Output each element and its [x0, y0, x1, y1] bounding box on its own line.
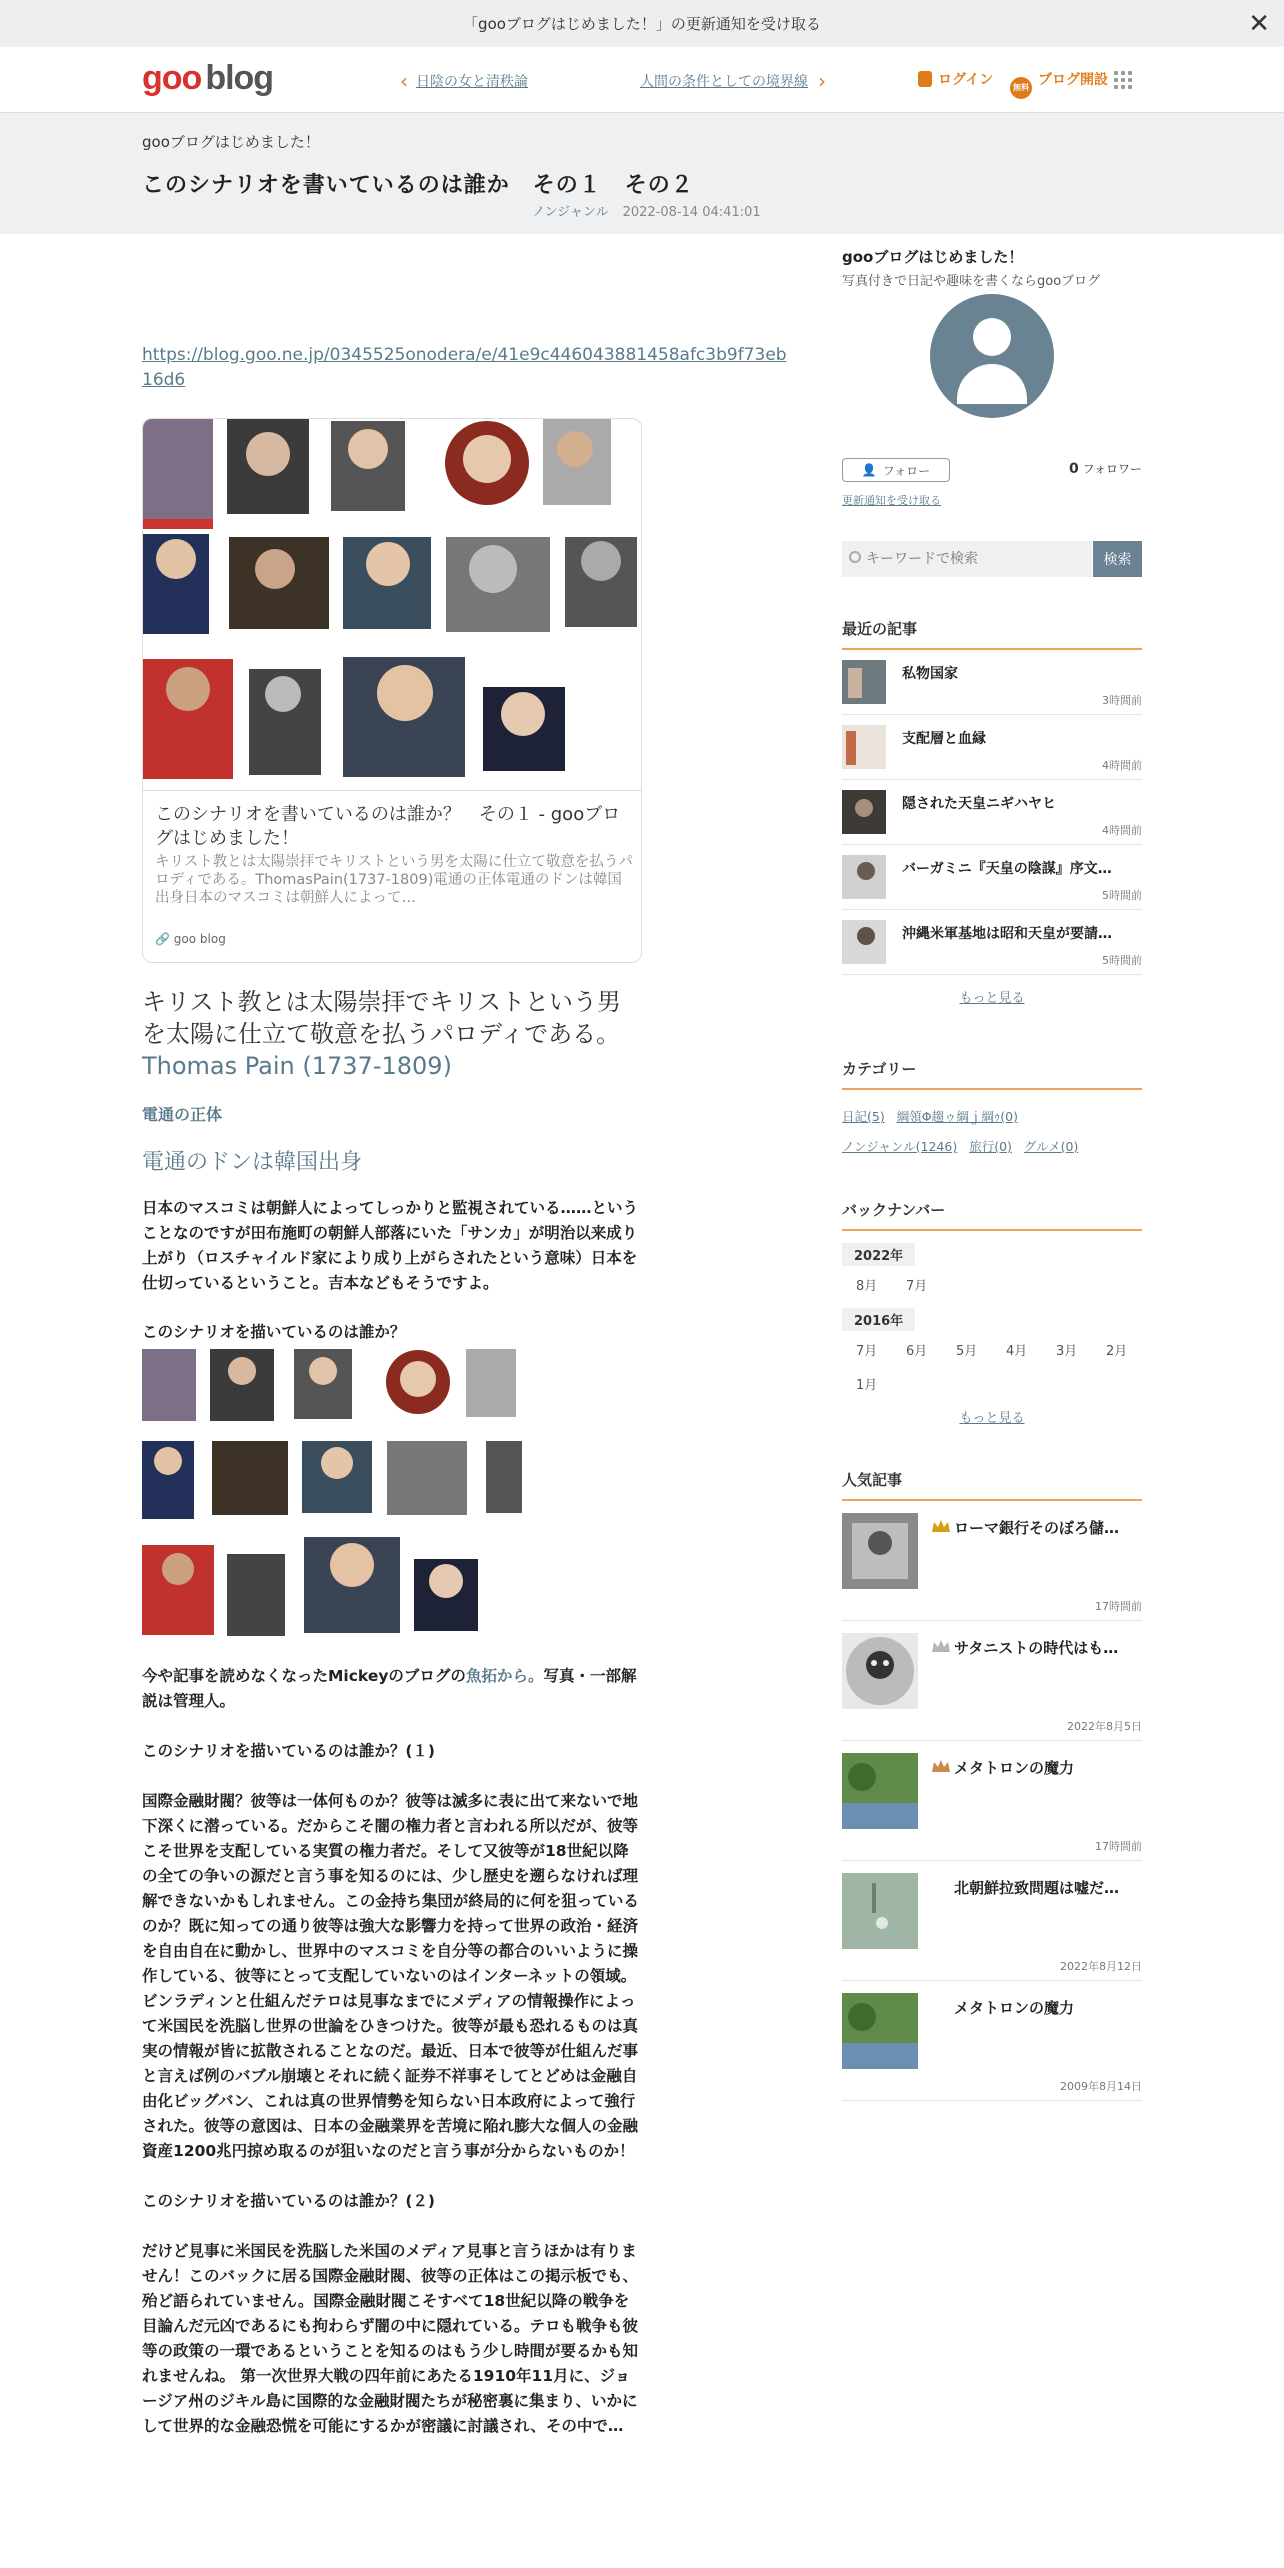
month-list: [842, 1335, 1142, 1403]
recent-more-link[interactable]: もっと見る: [959, 991, 1025, 1006]
card-description: キリスト教とは太陽崇拝でキリストという男を太陽に仕立て敬意を払うパロディである。ThomasPain(1737-1809)電通の正体電通のドンは韓国出身日本のマスコミは朝鮮人によって…: [155, 854, 633, 906]
recent-article-time: 4時間前: [1102, 759, 1142, 772]
link-preview-card[interactable]: [142, 418, 642, 963]
article-thumbnail: [842, 1513, 918, 1589]
popular-articles: [842, 1469, 1142, 2101]
blog-open-label: ブログ開設: [1038, 72, 1108, 88]
card-source: [155, 932, 226, 946]
portrait-collage-image: [143, 419, 642, 791]
article-paragraph: [142, 1664, 642, 1714]
crown-icon: [932, 1760, 950, 1772]
portrait-gallery-image: [142, 1349, 522, 1644]
close-icon[interactable]: ✕: [1248, 9, 1270, 39]
recent-article-title: バーガミニ『天皇の陰謀』序文…: [902, 861, 1112, 877]
recent-articles: [842, 618, 1142, 1006]
popular-article-title: サタニストの時代はも…: [954, 1639, 1119, 1657]
article-paragraph: このシナリオを描いているのは誰か？(１): [142, 1742, 436, 1760]
month-link[interactable]: 8月: [856, 1279, 878, 1294]
para3-post: 写真・一部解説は管理人。: [142, 1667, 637, 1710]
month-link[interactable]: 7月: [906, 1279, 928, 1294]
next-article-link[interactable]: [640, 69, 826, 93]
article-thumbnail: [842, 790, 886, 834]
list-item[interactable]: [842, 1861, 1142, 1981]
year-label: 2016年: [842, 1308, 915, 1331]
logo-goo: goo: [142, 59, 202, 97]
apps-grid-icon[interactable]: [1114, 71, 1132, 89]
popular-article-date: 2022年8月5日: [1067, 1720, 1142, 1733]
follower-label: フォロワー: [1082, 462, 1142, 476]
recent-article-title: 沖縄米軍基地は昭和天皇が要請…: [902, 926, 1112, 942]
year-label: 2022年: [842, 1243, 915, 1266]
article-body: [142, 986, 642, 2439]
free-badge-icon: 無料: [1010, 77, 1032, 99]
category-list: [842, 1102, 1142, 1162]
article-thumbnail: [842, 1993, 918, 2069]
popular-articles-title: 人気記事: [842, 1469, 1142, 1501]
search-input[interactable]: [842, 541, 1092, 577]
recent-article-time: 3時間前: [1102, 694, 1142, 707]
chevron-left-icon: ‹: [400, 69, 408, 93]
list-item[interactable]: [842, 845, 1142, 910]
search-button[interactable]: 検索: [1093, 541, 1142, 577]
lock-icon: [918, 71, 932, 87]
list-item[interactable]: [842, 650, 1142, 715]
month-link[interactable]: 6月: [906, 1344, 928, 1359]
search-icon: [849, 551, 861, 563]
article-thumbnail: [842, 855, 886, 899]
article-portrait-gallery: [142, 1349, 522, 1644]
next-article-label: 人間の条件としての境界線: [640, 74, 808, 90]
article-thumbnail: [842, 1633, 918, 1709]
category-item[interactable]: 綱領Φ趨ゥ綱ｊ綱ｩ(0): [896, 1109, 1019, 1124]
para3-pre: 今や記事を読めなくなったMickeyのブログの: [142, 1667, 466, 1685]
card-title[interactable]: このシナリオを書いているのは誰か？ その１ - gooブログはじめました！: [155, 804, 621, 849]
post-meta: [532, 201, 761, 220]
recent-article-time: 4時間前: [1102, 824, 1142, 837]
category-section: [842, 1058, 1142, 1162]
list-item[interactable]: [842, 1501, 1142, 1621]
article-paragraph: このシナリオを描いているのは誰か？(２): [142, 2192, 436, 2210]
chevron-right-icon: ›: [818, 69, 826, 93]
backnumber-title: バックナンバー: [842, 1199, 1142, 1231]
sidebar-blog-name[interactable]: gooブログはじめました！: [842, 248, 1024, 266]
popular-article-title: メタトロンの魔力: [954, 1759, 1075, 1777]
article-thumbnail: [842, 725, 886, 769]
month-link[interactable]: 2月: [1106, 1344, 1128, 1359]
article-paragraph: このシナリオを描いているのは誰か？: [142, 1323, 406, 1341]
dentsu-don-link[interactable]: 電通のドンは韓国出身: [142, 1150, 363, 1175]
crown-icon: [932, 1520, 950, 1532]
month-link[interactable]: 7月: [856, 1344, 878, 1359]
list-item[interactable]: [842, 910, 1142, 975]
avatar[interactable]: [930, 294, 1054, 418]
popular-article-date: 17時間前: [1095, 1840, 1142, 1853]
recent-article-time: 5時間前: [1102, 889, 1142, 902]
category-item[interactable]: ノンジャンル(1246): [842, 1139, 958, 1154]
follow-button[interactable]: [842, 458, 950, 482]
user-icon: 👤: [861, 463, 877, 477]
article-paragraph: だけど見事に米国民を洗脳した米国のメディア見事と言うほかは有りません！このバックに居る国際金融財閥、彼等の正体はこの掲示板でも、殆ど語られていません。国際金融財閥こそすべて18世紀以降の戦争を目論んだ元凶であるにも拘わらず闇の中に隠れている。テロも戦争も彼等の政策の一環であるということを知るのはもう少し時間が要るかも知れませんね。 第一次世界大戦の四年前にあたる1910年11月に、ジョージア州のジキル島に国際的な金融財閥たちが秘密裏に集まり、いかにして世界的な金融恐慌を可能にするかが密議に討議され、その中で…: [142, 2242, 639, 2435]
blog-search: [842, 541, 1142, 577]
list-item[interactable]: [842, 715, 1142, 780]
thomas-pain-link[interactable]: Thomas Pain (1737-1809): [142, 1052, 452, 1080]
list-item[interactable]: [842, 1621, 1142, 1741]
follower-number: 0: [1069, 461, 1079, 477]
category-item[interactable]: グルメ(0): [1023, 1139, 1079, 1154]
popular-article-date: 2009年8月14日: [1060, 2080, 1142, 2093]
article-thumbnail: [842, 660, 886, 704]
update-notify-link[interactable]: 更新通知を受け取る: [842, 494, 941, 507]
article-headline: [142, 986, 642, 1082]
popular-article-title: 北朝鮮拉致問題は嘘だ…: [954, 1879, 1120, 1897]
card-portrait-collage: [143, 419, 642, 791]
follow-label: フォロー: [882, 463, 931, 478]
page-title: このシナリオを書いているのは誰か その１ その２: [142, 173, 694, 198]
month-link[interactable]: 5月: [956, 1344, 978, 1359]
article-paragraph: 日本のマスコミは朝鮮人によってしっかりと監視されている……ということなのですが田布施町の朝鮮人部落にいた「サンカ」が明治以来成り上がり（ロスチャイルド家により成り上がらされたという意味）日本を仕切っているということ。吉本などもそうですよ。: [142, 1199, 639, 1292]
sidebar-blog-description: 写真付きで日記や趣味を書くならgooブログ: [842, 274, 1101, 289]
link-icon: 🔗: [155, 932, 170, 946]
goo-blog-logo[interactable]: [142, 59, 273, 98]
backnumber-more-link[interactable]: もっと見る: [959, 1411, 1025, 1426]
article-paragraph: 国際金融財閥？彼等は一体何ものか？彼等は滅多に表に出て来ないで地下深くに潜っている。だからこそ闇の権力者と言われる所以だが、彼等こそ世界を支配している実質の権力者だ。そして又彼等が18世紀以降の全ての争いの源だと言う事を知るのには、少し歴史を遡らなければ理解できないかもしれません。この金持ち集団が終局的に何を狙っているのか？既に知っての通り彼等は強大な影響力を持って世界の政治・経済を自由自在に動かし、世界中のマスコミを自分等の都合のいいように操作している、彼等にとって支配していないのはインターネットの領域。ビンラディンと仕組んだテロは見事なまでにメディアの情報操作によって米国民を洗脳し世界の世論をひきつけた。彼等が最も恐れるものは真実の情報が皆に拡散されることなのだ。最近、日本で彼等が仕組んだ事と言えば例のバブル崩壊とそれに続く証券不祥事そしてとどめは金融自由化ビッグバン、これは真の世界情勢を知らない日本政府によって強行された。彼等の意図は、日本の金融業界を苦境に陥れ膨大な個人の金融資産1200兆円掠め取るのが狙いなのだと言う事が分からないものか！: [142, 1792, 639, 2160]
month-link[interactable]: 4月: [1006, 1344, 1028, 1359]
category-item[interactable]: 旅行(0): [969, 1139, 1012, 1154]
follower-count: [1069, 460, 1142, 477]
article-url-link[interactable]: https://blog.goo.ne.jp/0345525onodera/e/41e9c446043881458afc3b9f73eb16d6: [142, 345, 787, 390]
popular-article-title: ローマ銀行そのぼろ儲…: [954, 1519, 1120, 1537]
blog-name[interactable]: gooブログはじめました！: [142, 133, 320, 151]
site-header: [0, 47, 1284, 113]
post-datetime: 2022-08-14 04:41:01: [622, 205, 761, 220]
article-thumbnail: [842, 1873, 918, 1949]
crown-icon: [932, 1640, 950, 1652]
gyotaku-link[interactable]: 魚拓から。: [465, 1667, 544, 1685]
recent-article-title: 支配層と血縁: [902, 731, 986, 747]
article-thumbnail: [842, 1753, 918, 1829]
category-link[interactable]: ノンジャンル: [532, 205, 609, 220]
list-item[interactable]: [842, 780, 1142, 845]
list-item[interactable]: [842, 1981, 1142, 2101]
popular-article-date: 17時間前: [1095, 1600, 1142, 1613]
prev-article-label: 日陰の女と清秩論: [416, 74, 528, 90]
recent-articles-title: 最近の記事: [842, 618, 1142, 650]
blog-open-button[interactable]: [1010, 69, 1108, 99]
login-button[interactable]: [918, 69, 993, 89]
month-link[interactable]: 3月: [1056, 1344, 1078, 1359]
card-source-label: goo blog: [173, 932, 226, 946]
headline-text: キリスト教とは太陽崇拝でキリストという男を太陽に仕立て敬意を払うパロディである。: [142, 988, 622, 1048]
prev-article-link[interactable]: [400, 69, 528, 93]
category-title: カテゴリー: [842, 1058, 1142, 1090]
article-thumbnail: [842, 920, 886, 964]
recent-article-time: 5時間前: [1102, 954, 1142, 967]
category-item[interactable]: 日記(5): [842, 1109, 885, 1124]
update-notice-text[interactable]: 「gooブログはじめました！」の更新通知を受け取る: [463, 15, 821, 33]
recent-article-title: 隠された天皇ニギハヤヒ: [902, 796, 1056, 812]
dentsu-identity-link[interactable]: 電通の正体: [142, 1105, 223, 1124]
logo-blog: blog: [205, 59, 274, 97]
month-link[interactable]: 1月: [856, 1378, 878, 1393]
popular-article-title: メタトロンの魔力: [954, 1999, 1075, 2017]
list-item[interactable]: [842, 1741, 1142, 1861]
update-notice-bar[interactable]: [0, 0, 1284, 47]
login-label: ログイン: [938, 72, 994, 88]
backnumber-section: [842, 1199, 1142, 1426]
popular-article-date: 2022年8月12日: [1060, 1960, 1142, 1973]
month-list: [842, 1270, 1142, 1304]
article-title-bar: [0, 113, 1284, 234]
recent-article-title: 私物国家: [902, 666, 958, 682]
